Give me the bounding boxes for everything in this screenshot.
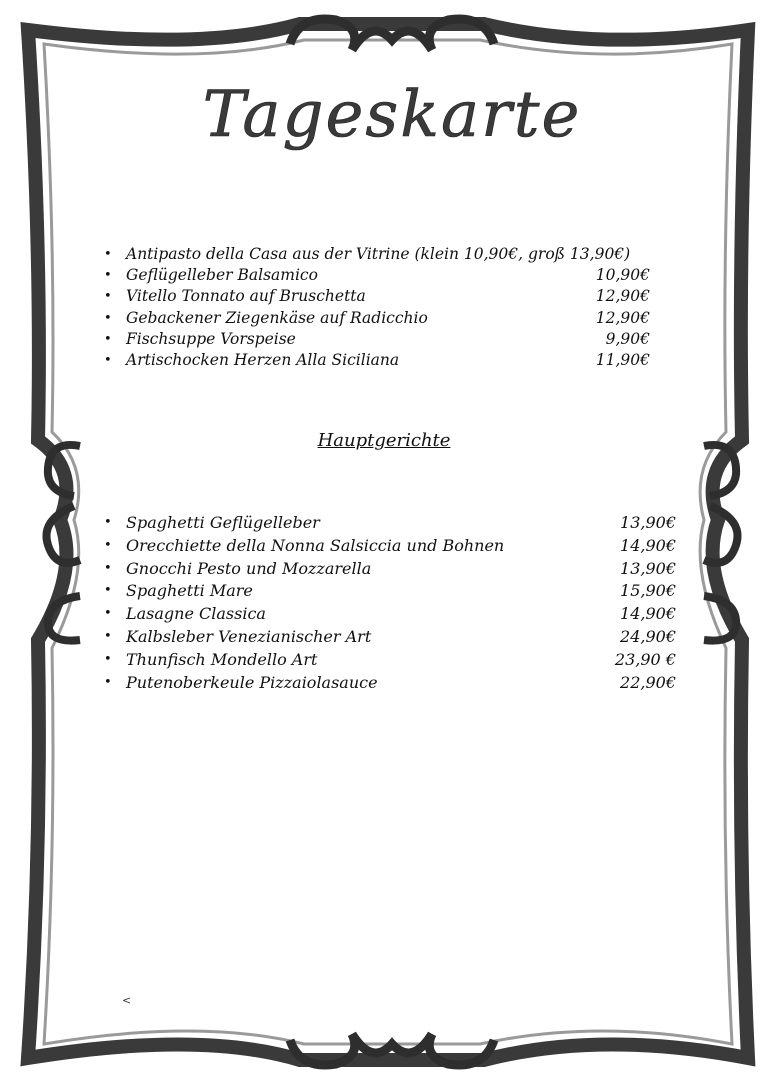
menu-item-price: 13,90€: [620, 558, 676, 578]
menu-item-name: Spaghetti Geflügelleber: [126, 513, 320, 532]
menu-item-name: Kalbsleber Venezianischer Art: [126, 626, 372, 646]
menu-item-name: Gnocchi Pesto und Mozzarella: [126, 558, 372, 578]
menu-item-name: Putenoberkeule Pizzaiolasauce: [126, 672, 378, 692]
menu-item-price: 9,90€: [605, 329, 650, 348]
menu-item: [104, 558, 676, 581]
menu-item-price: 10,90€: [595, 266, 650, 285]
menu-item-name: Artischocken Herzen Alla Siciliana: [126, 350, 400, 369]
menu-item: [104, 580, 676, 603]
bullet-icon: •: [104, 628, 112, 644]
starters-list: [104, 244, 650, 371]
menu-item-price: 14,90€: [620, 535, 676, 555]
scan-mark: <: [122, 994, 132, 1007]
menu-item: [104, 626, 676, 649]
menu-item-name: Thunfisch Mondello Art: [126, 649, 318, 669]
menu-item-price: 15,90€: [620, 581, 676, 601]
menu-item-name: Lasagne Classica: [126, 604, 266, 624]
bullet-icon: •: [104, 674, 112, 690]
menu-item-price: 23,90 €: [614, 649, 676, 669]
menu-item-price: 12,90€: [595, 287, 650, 306]
menu-item: [104, 244, 650, 265]
bullet-icon: •: [104, 310, 112, 326]
menu-item-name: Gebackener Ziegenkäse auf Radicchio: [126, 308, 428, 327]
menu-item-price: 13,90€: [620, 513, 676, 532]
menu-item-name: Vitello Tonnato auf Bruschetta: [126, 287, 366, 306]
bullet-icon: •: [104, 537, 112, 553]
menu-item-name: Geflügelleber Balsamico: [126, 266, 318, 285]
menu-item-price: 24,90€: [620, 626, 676, 646]
bullet-icon: •: [104, 651, 112, 667]
menu-item: [104, 672, 676, 695]
bullet-icon: •: [104, 268, 112, 284]
bullet-icon: •: [104, 583, 112, 599]
bullet-icon: •: [104, 331, 112, 347]
menu-item-name: Spaghetti Mare: [126, 581, 253, 601]
menu-item: [104, 308, 650, 329]
bullet-icon: •: [104, 515, 112, 530]
menu-item: [104, 603, 676, 626]
bullet-icon: •: [104, 289, 112, 305]
menu-item: [104, 350, 650, 371]
menu-title: Tageskarte: [202, 78, 582, 152]
menu-item-price: 11,90€: [595, 350, 650, 369]
menu-item-name: Orecchiette della Nonna Salsiccia und Bohnen: [126, 535, 505, 555]
bullet-icon: •: [104, 606, 112, 622]
menu-item: [104, 649, 676, 672]
menu-item-price: 14,90€: [620, 604, 676, 624]
menu-item: [104, 265, 650, 286]
menu-item-name: Fischsuppe Vorspeise: [126, 329, 296, 348]
bullet-icon: •: [104, 247, 112, 262]
section-heading-main-courses: Hauptgerichte: [317, 430, 451, 451]
menu-item: [104, 286, 650, 307]
menu-item: [104, 329, 650, 350]
bullet-icon: •: [104, 352, 112, 368]
menu-item-price: 22,90€: [620, 672, 676, 692]
menu-item: [104, 535, 676, 558]
menu-item-name: Antipasto della Casa aus der Vitrine (klein 10,90€, groß 13,90€): [126, 245, 631, 263]
menu-item-price: 12,90€: [595, 308, 650, 327]
bullet-icon: •: [104, 560, 112, 576]
main-courses-list: [104, 512, 676, 694]
menu-item: [104, 512, 676, 535]
